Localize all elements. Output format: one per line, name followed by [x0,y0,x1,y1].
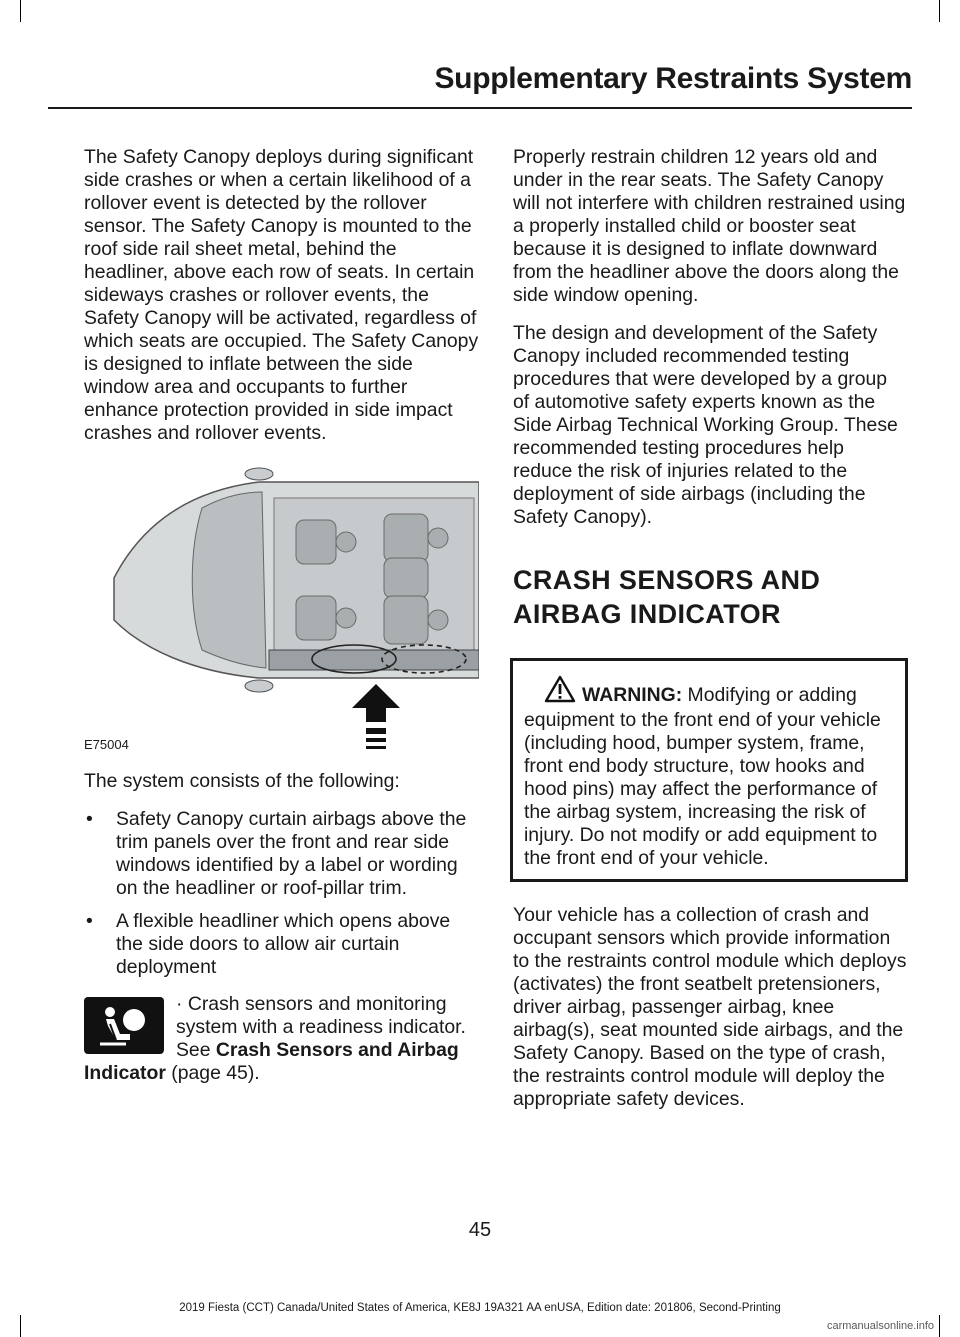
safety-canopy-figure [84,460,479,752]
header-rule [48,107,912,109]
page-number: 45 [468,1219,492,1241]
airbag-indicator-paragraph: · Crash sensors and monitoring system with a readiness indicator. See Crash Sensors and Airbag Indicator (page 45). [84,993,466,1084]
crash-sensors-paragraph: Your vehicle has a collection of crash and occupant sensors which provide information to the restraints control module which deploys (activates) the front seatbelt pretensioners, driver airbag, passenger airbag, knee airbag(s), seat mounted side airbags, and the Safety Canopy. Based on the type of crash, the restraints control module will deploy the appropriate safety devices. [513,904,907,1110]
right-column [513,146,908,1126]
crop-mark-bottom-left-v [20,1315,21,1337]
system-components-list [84,808,479,979]
warning-title: WARNING: [582,684,683,706]
bullet-marker: • [86,910,93,932]
figure-label: E75004 [84,737,129,752]
crop-mark-top-right-v [939,0,940,22]
left-column [84,146,479,1100]
footer-edition-info: 2019 Fiesta (CCT) Canada/United States of America, KE8J 19A321 AA enUSA, Edition date: 201806, Second-Printing [179,1302,781,1314]
vehicle-top-view-illustration [84,460,479,752]
child-restraint-paragraph: Properly restrain children 12 years old and under in the rear seats. The Safety Canopy will not interfere with children restrained using a properly installed child or booster seat because it is designed to inflate downward from the headliner above the doors along the side window opening. [513,146,906,306]
cross-reference-link[interactable]: Crash Sensors and Airbag Indicator [84,1039,459,1084]
list-intro: The system consists of the following: [84,770,400,792]
list-item: • Safety Canopy curtain airbags above the trim panels over the front and rear side windows identified by a label or wording on the headliner or roof-pillar trim. [86,808,467,899]
warning-text: Modifying or adding equipment to the front end of your vehicle (including hood, bumper system, frame, front end body structure, tow hooks and hood pins) may affect the performance of the airbag system, increasing the risk of injury. Do not modify or add equipment to the front end of your vehicle. [524,684,881,869]
crop-mark-bottom-right-v [939,1315,940,1337]
intro-paragraph: The Safety Canopy deploys during significant side crashes or when a certain likelihood of a rollover event is detected by the rollover sensor. The Safety Canopy is mounted to the roof side rail sheet metal, behind the headliner, above each row of seats. In certain sideways crashes or rollover events, the Safety Canopy will be activated, regardless of which seats are occupied. The Safety Canopy is designed to inflate between the side window area and occupants to further enhance protection provided in side impact crashes and rollover events. [84,146,479,444]
testing-procedures-paragraph: The design and development of the Safety Canopy included recommended testing procedures that were developed by a group of automotive safety experts known as the Side Airbag Technical Working Group. These recommended testing procedures help reduce the risk of injuries related to the deployment of side airbags (including the Safety Canopy). [513,322,898,528]
airbag-warning-icon [84,997,164,1054]
warning-triangle-icon [544,675,576,709]
watermark: carmanualsonline.info [826,1320,934,1332]
crop-mark-top-left-v [20,0,21,22]
warning-box [510,658,908,882]
list-item: • A flexible headliner which opens above the side doors to allow air curtain deployment [86,910,451,978]
bullet-marker: • [86,808,93,830]
page-title: Supplementary Restraints System [434,62,912,95]
section-heading: CRASH SENSORS AND AIRBAG INDICATOR [513,565,821,629]
